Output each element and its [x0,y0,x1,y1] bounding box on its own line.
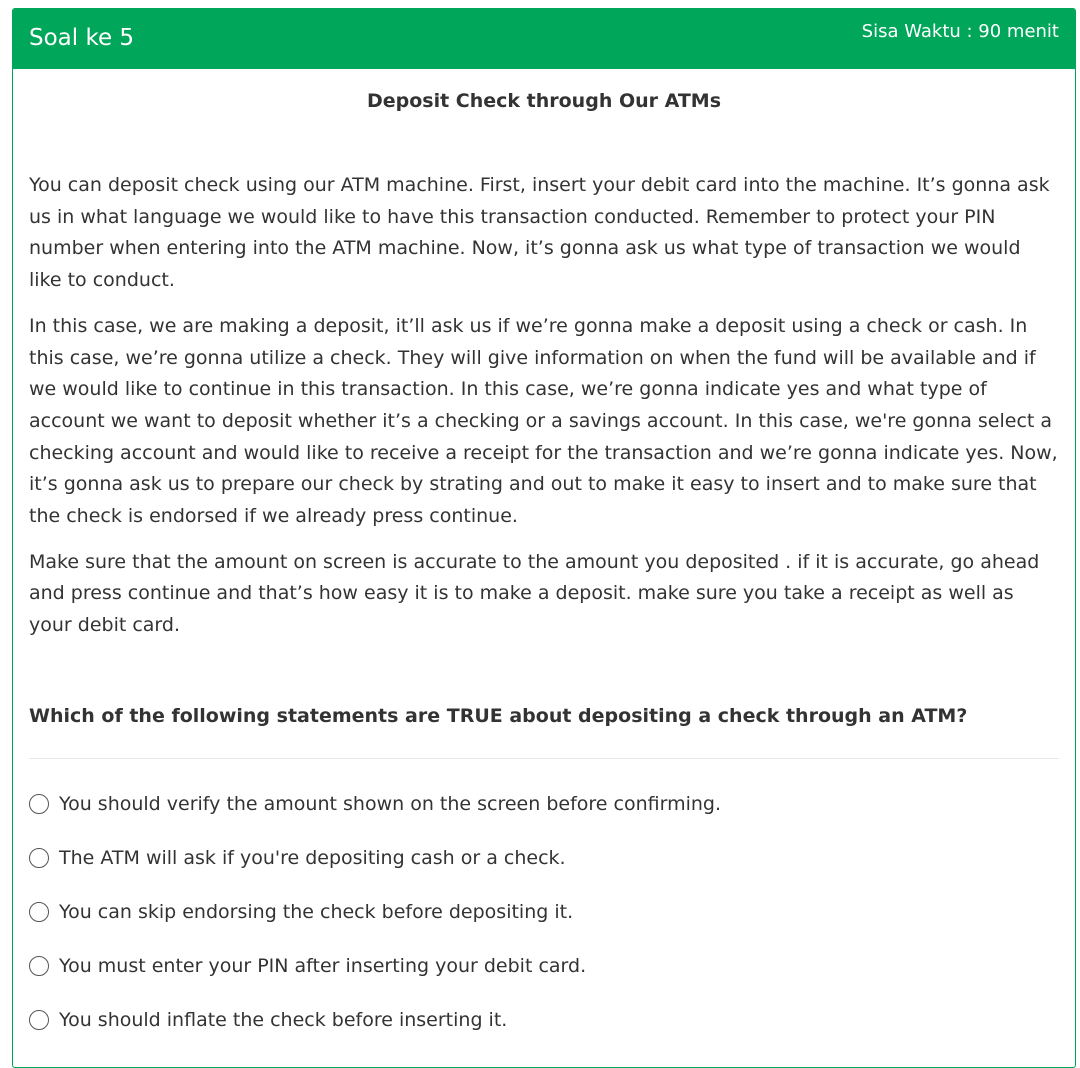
radio-button[interactable] [29,794,49,814]
radio-button[interactable] [29,902,49,922]
passage-paragraph-2: In this case, we are making a deposit, it’ll ask us if we’re gonna make a deposit using a check or cash. In this case, we’re gonna utilize a check. They will give information on when the fund will be available and if we would like to continue in this transaction. In this case, we’re gonna indicate yes and what type of account we want to deposit whether it’s a checking or a savings account. In this case, we're gonna select a checking account and would like to receive a receipt for the transaction and we’re gonna indicate yes. Now, it’s gonna ask us to prepare our check by strating and out to make it easy to insert and to make sure that the check is endorsed if we already press continue. [29,314,1058,528]
answer-option-label[interactable]: You should verify the amount shown on the screen before confirming. [59,792,721,815]
passage-paragraph-1: You can deposit check using our ATM machine. First, insert your debit card into the machine. It’s gonna ask us in what language we would like to have this transaction conducted. Remember to protect your PIN number when entering into the ATM machine. Now, it’s gonna ask us what type of transaction we would like to conduct. [29,174,1050,292]
answer-option-3[interactable] [29,900,1059,924]
panel-body [13,89,1075,1032]
passage-paragraph-3: Make sure that the amount on screen is accurate to the amount you deposited . if it is accurate, go ahead and press continue and that’s how easy it is to make a deposit. make sure you take a receipt as well as your debit card. [29,550,1040,637]
answer-option-4[interactable] [29,954,1059,978]
answer-option-2[interactable] [29,846,1059,870]
passage-title: Deposit Check through Our ATMs [366,90,722,112]
question-panel [12,8,1076,1068]
remaining-time: Sisa Waktu : 90 menit [861,21,1059,42]
radio-button[interactable] [29,1010,49,1030]
radio-button[interactable] [29,848,49,868]
answer-options [29,792,1059,1032]
radio-button[interactable] [29,956,49,976]
answer-option-5[interactable] [29,1008,1059,1032]
reading-passage [29,170,1059,642]
answer-option-1[interactable] [29,792,1059,816]
question-number-title: Soal ke 5 [29,25,135,51]
answer-option-label[interactable]: You must enter your PIN after inserting your debit card. [59,954,587,977]
question-text: Which of the following statements are TRUE about depositing a check through an ATM? [29,704,968,727]
answer-option-label[interactable]: You should inflate the check before inserting it. [59,1008,508,1031]
panel-header [13,9,1075,69]
divider [29,758,1059,759]
answer-option-label[interactable]: You can skip endorsing the check before depositing it. [59,900,574,923]
answer-option-label[interactable]: The ATM will ask if you're depositing cash or a check. [59,846,566,869]
